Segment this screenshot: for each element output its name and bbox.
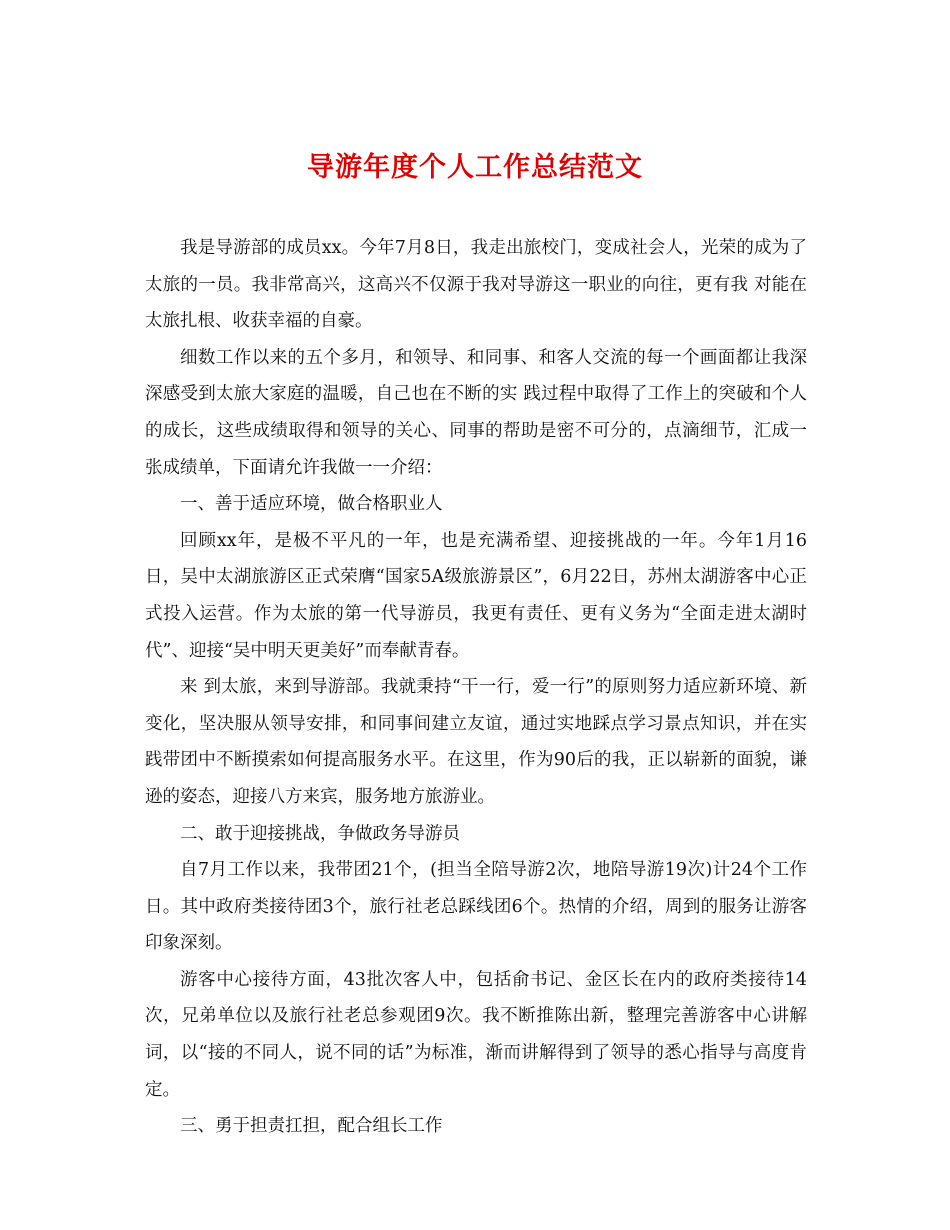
paragraph-visitor-center: 游客中心接待方面，43批次客人中，包括俞书记、金区长在内的政府类接待14次，兄弟单位以及旅行社老总参观团9次。我不断推陈出新，整理完善游客中心讲解词，以“接的不同人，说不同的话”为标准，渐而讲解得到了领导的悉心指导与高度肯定。 — [145, 969, 807, 1100]
section-heading-1: 一、善于适应环境，做合格职业人 — [180, 494, 443, 515]
paragraph-tours: 自7月工作以来，我带团21个，(担当全陪导游2次，地陪导游19次)计24个工作日。其中政府类接待团3个，旅行社老总踩线团6个。热情的介绍，周到的服务让游客印象深刻。 — [145, 860, 807, 954]
paragraph-summary: 细数工作以来的五个多月，和领导、和同事、和客人交流的每一个画面都让我深深感受到太旅大家庭的温暖，自己也在不断的实 践过程中取得了工作上的突破和个人的成长，这些成绩取得和领导的关心、同事的帮助是密不可分的，点滴细节，汇成一张成绩单，下面请允许我做一一介绍： — [145, 347, 807, 478]
paragraph-intro: 我是导游部的成员xx。今年7月8日，我走出旅校门，变成社会人，光荣的成为了太旅的一员。我非常高兴，这高兴不仅源于我对导游这一职业的向往，更有我 对能在太旅扎根、收获幸福的自豪。 — [145, 238, 807, 332]
document-body — [145, 230, 807, 1145]
section-heading-3: 三、勇于担责扛担，配合组长工作 — [180, 1116, 443, 1137]
section-heading-2: 二、敢于迎接挑战，争做政务导游员 — [180, 823, 460, 844]
paragraph-review: 回顾xx年，是极不平凡的一年，也是充满希望、迎接挑战的一年。今年1月16日，吴中太湖旅游区正式荣膺“国家5A级旅游景区”，6月22日，苏州太湖游客中心正式投入运营。作为太旅的第一代导游员，我更有责任、更有义务为“全面走进太湖时代”、迎接“吴中明天更美好”而奉献青春。 — [145, 530, 807, 661]
paragraph-adapt: 来 到太旅，来到导游部。我就秉持“干一行，爱一行”的原则努力适应新环境、新变化，坚决服从领导安排，和同事间建立友谊，通过实地踩点学习景点知识，并在实 践带团中不断摸索如何提高服务水平。在这里，作为90后的我，正以崭新的面貌，谦逊的姿态，迎接八方来宾，服务地方旅游业。 — [145, 677, 807, 807]
document-title: 导游年度个人工作总结范文 — [307, 152, 643, 184]
